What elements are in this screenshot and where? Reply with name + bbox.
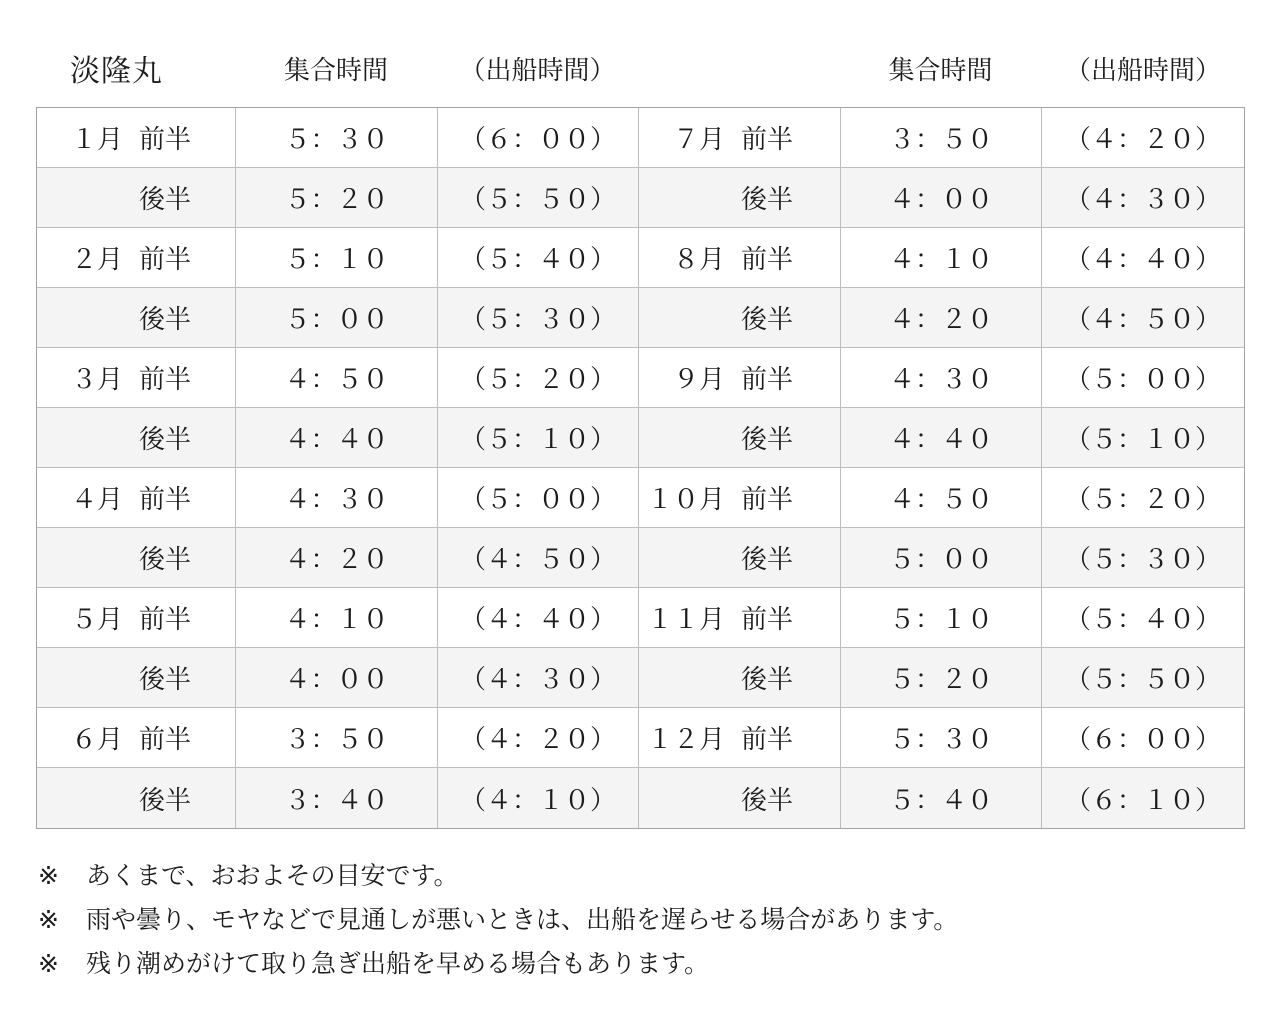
right-month-cell: [639, 288, 841, 348]
right-month-cell: [639, 528, 841, 588]
boat-name: 淡隆丸: [70, 54, 163, 89]
right-meet-time-cell: ４：２０: [841, 288, 1042, 348]
left-depart-time-cell: （５：５０）: [438, 168, 639, 228]
right-meet-time-cell: ５：１０: [841, 588, 1042, 648]
note-text: あくまで、おおよその目安です。: [86, 861, 459, 890]
left-meet-time-cell: ４：１０: [236, 588, 438, 648]
half-label: 後半: [741, 305, 794, 335]
left-month-cell: [37, 588, 236, 648]
left-depart-time-cell: （５：００）: [438, 468, 639, 528]
left-month-cell: [37, 288, 236, 348]
half-label: 前半: [139, 485, 192, 515]
left-depart-time-cell: （６：００）: [438, 108, 639, 168]
note-marker: ※: [38, 905, 59, 934]
half-label: 前半: [139, 605, 192, 635]
note-text: 雨や曇り、モヤなどで見通しが悪いときは、出船を遅らせる場合があります。: [86, 905, 959, 934]
table-header: [36, 43, 1245, 93]
note-line: [38, 948, 1248, 979]
left-meet-time-cell: ４：４０: [236, 408, 438, 468]
left-meet-time-cell: ４：００: [236, 648, 438, 708]
half-label: 後半: [139, 425, 192, 455]
depart-time-header-left: （出船時間）: [459, 55, 616, 86]
left-meet-time-cell: ４：２０: [236, 528, 438, 588]
half-label: 前半: [139, 365, 192, 395]
month-label: １月: [70, 125, 123, 155]
left-month-cell: [37, 648, 236, 708]
half-label: 前半: [741, 125, 794, 155]
left-meet-time-cell: ３：４０: [236, 768, 438, 828]
right-month-cell: [639, 588, 841, 648]
notes: [38, 860, 1248, 992]
note-marker: ※: [38, 949, 59, 978]
month-label: １２月: [646, 725, 725, 755]
right-meet-time-cell: ５：３０: [841, 708, 1042, 768]
left-depart-time-cell: （４：２０）: [438, 708, 639, 768]
half-label: 後半: [139, 185, 192, 215]
left-depart-time-cell: （４：５０）: [438, 528, 639, 588]
right-depart-time-cell: （６：１０）: [1042, 768, 1244, 828]
left-depart-time-cell: （４：１０）: [438, 768, 639, 828]
left-meet-time-cell: ４：５０: [236, 348, 438, 408]
note-text: 残り潮めがけて取り急ぎ出船を早める場合もあります。: [86, 949, 710, 978]
half-label: 前半: [139, 245, 192, 275]
right-depart-time-cell: （５：３０）: [1042, 528, 1244, 588]
left-month-cell: [37, 768, 236, 828]
left-month-cell: [37, 708, 236, 768]
right-meet-time-cell: ５：４０: [841, 768, 1042, 828]
half-label: 後半: [741, 665, 794, 695]
month-label: ６月: [70, 725, 123, 755]
right-depart-time-cell: （４：２０）: [1042, 108, 1244, 168]
month-label: ４月: [70, 485, 123, 515]
half-label: 後半: [741, 425, 794, 455]
right-month-cell: [639, 468, 841, 528]
note-line: [38, 860, 1248, 891]
right-meet-time-cell: ５：００: [841, 528, 1042, 588]
left-meet-time-cell: ５：３０: [236, 108, 438, 168]
right-month-cell: [639, 408, 841, 468]
right-month-cell: [639, 348, 841, 408]
month-label: ２月: [70, 245, 123, 275]
half-label: 後半: [741, 185, 794, 215]
right-month-cell: [639, 108, 841, 168]
month-label: ３月: [70, 365, 123, 395]
month-label: ７月: [672, 125, 725, 155]
right-month-cell: [639, 228, 841, 288]
right-meet-time-cell: ４：５０: [841, 468, 1042, 528]
left-depart-time-cell: （４：３０）: [438, 648, 639, 708]
left-depart-time-cell: （５：３０）: [438, 288, 639, 348]
right-depart-time-cell: （５：００）: [1042, 348, 1244, 408]
right-depart-time-cell: （４：４０）: [1042, 228, 1244, 288]
half-label: 後半: [139, 665, 192, 695]
right-depart-time-cell: （５：１０）: [1042, 408, 1244, 468]
right-month-cell: [639, 708, 841, 768]
left-meet-time-cell: ４：３０: [236, 468, 438, 528]
month-label: ９月: [672, 365, 725, 395]
month-label: １０月: [646, 485, 725, 515]
month-label: ８月: [672, 245, 725, 275]
half-label: 前半: [741, 605, 794, 635]
right-depart-time-cell: （５：２０）: [1042, 468, 1244, 528]
left-depart-time-cell: （５：４０）: [438, 228, 639, 288]
right-month-cell: [639, 168, 841, 228]
right-meet-time-cell: ５：２０: [841, 648, 1042, 708]
left-meet-time-cell: ５：００: [236, 288, 438, 348]
left-month-cell: [37, 408, 236, 468]
left-meet-time-cell: ３：５０: [236, 708, 438, 768]
half-label: 後半: [741, 785, 794, 816]
half-label: 前半: [741, 365, 794, 395]
right-month-cell: [639, 648, 841, 708]
right-depart-time-cell: （６：００）: [1042, 708, 1244, 768]
timetable: [36, 107, 1245, 829]
right-depart-time-cell: （５：５０）: [1042, 648, 1244, 708]
half-label: 後半: [139, 785, 192, 816]
left-depart-time-cell: （４：４０）: [438, 588, 639, 648]
right-depart-time-cell: （５：４０）: [1042, 588, 1244, 648]
right-meet-time-cell: ４：３０: [841, 348, 1042, 408]
right-depart-time-cell: （４：３０）: [1042, 168, 1244, 228]
month-label: ５月: [70, 605, 123, 635]
right-meet-time-cell: ４：４０: [841, 408, 1042, 468]
half-label: 前半: [139, 725, 192, 755]
half-label: 後半: [741, 545, 794, 575]
left-month-cell: [37, 228, 236, 288]
left-month-cell: [37, 108, 236, 168]
month-label: １１月: [646, 605, 725, 635]
left-meet-time-cell: ５：２０: [236, 168, 438, 228]
half-label: 前半: [741, 245, 794, 275]
left-meet-time-cell: ５：１０: [236, 228, 438, 288]
note-line: [38, 904, 1248, 935]
left-depart-time-cell: （５：１０）: [438, 408, 639, 468]
depart-time-header-right: （出船時間）: [1064, 55, 1221, 86]
note-marker: ※: [38, 861, 59, 890]
left-month-cell: [37, 468, 236, 528]
half-label: 後半: [139, 305, 192, 335]
left-month-cell: [37, 348, 236, 408]
half-label: 後半: [139, 545, 192, 575]
meet-time-header-right: 集合時間: [888, 55, 993, 86]
left-month-cell: [37, 168, 236, 228]
left-depart-time-cell: （５：２０）: [438, 348, 639, 408]
right-meet-time-cell: ３：５０: [841, 108, 1042, 168]
half-label: 前半: [741, 725, 794, 755]
right-meet-time-cell: ４：００: [841, 168, 1042, 228]
right-month-cell: [639, 768, 841, 828]
half-label: 前半: [139, 125, 192, 155]
meet-time-header-left: 集合時間: [283, 55, 388, 86]
half-label: 前半: [741, 485, 794, 515]
left-month-cell: [37, 528, 236, 588]
right-depart-time-cell: （４：５０）: [1042, 288, 1244, 348]
right-meet-time-cell: ４：１０: [841, 228, 1042, 288]
